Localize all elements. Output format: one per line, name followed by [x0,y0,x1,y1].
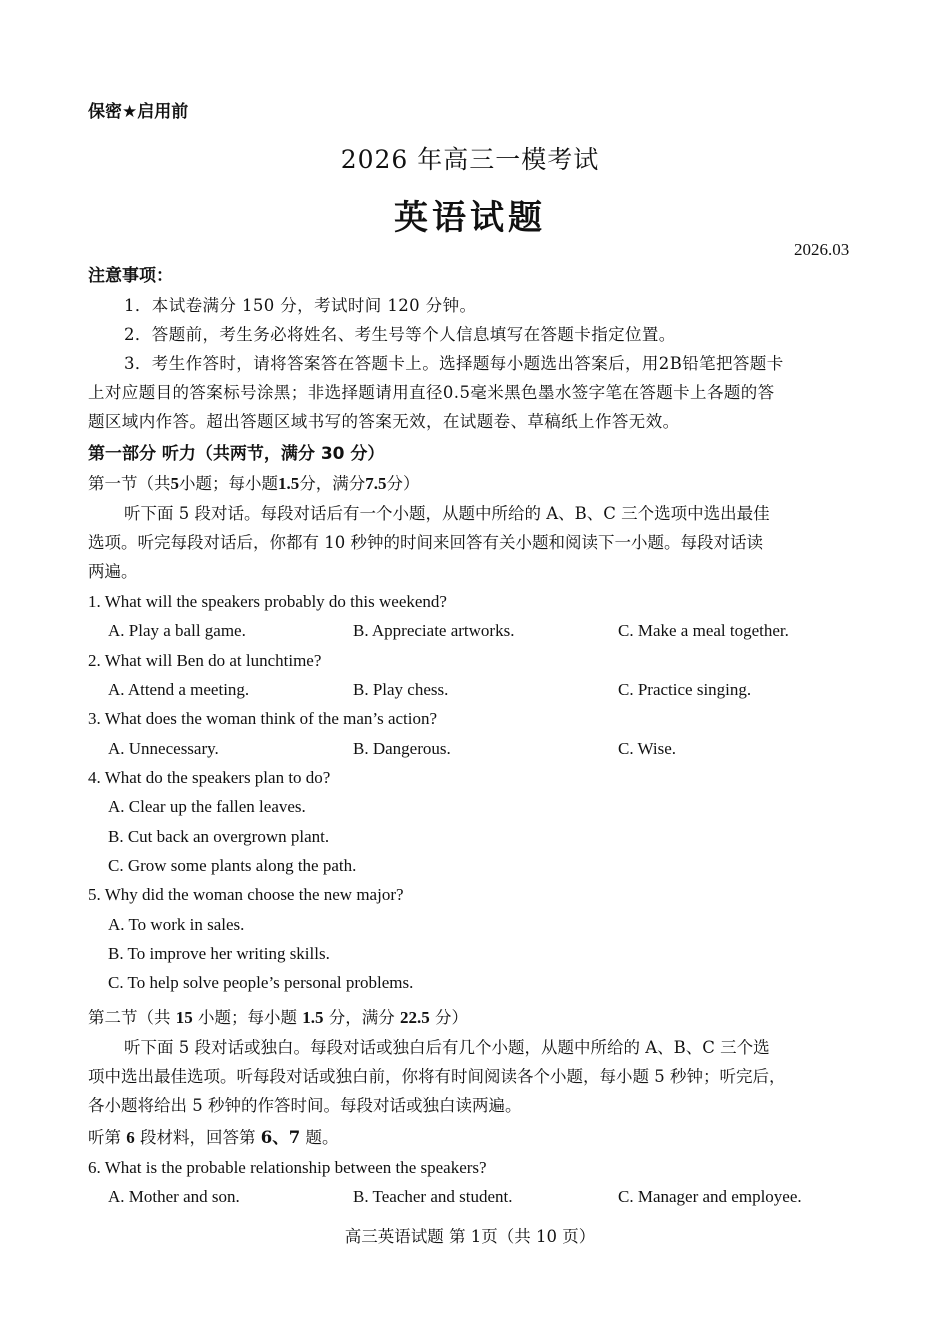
section1-heading-text: 分） [386,474,420,493]
page-footer: 高三英语试题 第 1页（共 10 页） [344,1227,596,1246]
exam-date: 2026.03 [794,240,850,259]
option-b: B. Cut back an overgrown plant. [108,827,330,846]
question-stem: 6. What is the probable relationship between the speakers? [88,1158,487,1177]
option-b: B. Play chess. [353,680,449,699]
section1-total-score: 7.5 [365,474,387,493]
section2-heading-text: 分，满分 [323,1008,400,1027]
section1-instruction-line-3: 两遍。 [88,562,138,581]
option-b: B. Appreciate artworks. [353,621,515,640]
subject-title: 英语试题 [394,198,546,238]
option-a: A. Mother and son. [108,1187,240,1206]
section2-heading-text: 小题；每小题 [192,1008,303,1027]
notice-item-2: 2．答题前，考生务必将姓名、考生号等个人信息填写在答题卡指定位置。 [124,325,676,344]
section2-instruction-line-2: 项中选出最佳选项。听每段对话或独白前，你将有时间阅读各个小题，每小题 5 秒钟；听完后， [88,1067,786,1086]
question-stem: 3. What does the woman think of the man’s action? [88,709,438,728]
section2-total-score: 22.5 [400,1008,430,1027]
material-question-range: 6、7 [260,1128,301,1147]
section2-count: 15 [175,1008,193,1027]
section1-heading-text: 第一节（共 [88,474,171,493]
option-b: B. To improve her writing skills. [108,944,330,963]
section1-heading [88,473,420,495]
option-c: C. Wise. [618,739,677,758]
option-c: C. Make a meal together. [618,621,789,640]
section2-heading [88,1007,468,1029]
material-6-heading [88,1127,338,1149]
question-stem: 2. What will Ben do at lunchtime? [88,651,322,670]
option-c: C. Grow some plants along the path. [108,856,357,875]
question-stem: 5. Why did the woman choose the new major? [88,885,404,904]
confidential-label: 保密★启用前 [88,102,189,122]
section2-heading-text: 第二节（共 [88,1008,176,1027]
part1-heading: 第一部分 听力（共两节，满分 30 分） [88,444,385,464]
option-b: B. Teacher and student. [353,1187,513,1206]
material-heading-text: 题。 [300,1128,339,1147]
section2-heading-text: 分） [429,1008,468,1027]
notice-item-3-line-2: 上对应题目的答案标号涂黑；非选择题请用直径0.5毫米黑色墨水签字笔在答题卡上各题的答 [88,383,775,402]
section1-heading-text: 小题；每小题 [179,474,278,493]
question-stem: 4. What do the speakers plan to do? [88,768,331,787]
question-stem: 1. What will the speakers probably do this weekend? [88,592,447,611]
notice-item-3-line-1: 3．考生作答时，请将答案答在答题卡上。选择题每小题选出答案后，用2B铅笔把答题卡 [124,354,784,373]
section1-instruction-line-2: 选项。听完每段对话后，你都有 10 秒钟的时间来回答有关小题和阅读下一小题。每段对话读 [88,533,763,552]
option-c: C. To help solve people’s personal problems. [108,973,414,992]
notice-item-1: 1．本试卷满分 150 分，考试时间 120 分钟。 [124,296,477,315]
section1-heading-text: 分，满分 [299,474,366,493]
section2-instruction-line-1: 听下面 5 段对话或独白。每段对话或独白后有几个小题，从题中所给的 A、B、C 三个选 [124,1038,770,1057]
material-number: 6 [126,1128,135,1147]
section1-instruction-line-1: 听下面 5 段对话。每段对话后有一个小题，从题中所给的 A、B、C 三个选项中选出最佳 [124,504,770,523]
option-a: A. To work in sales. [108,915,245,934]
option-a: A. Unnecessary. [108,739,219,758]
option-c: C. Manager and employee. [618,1187,802,1206]
section1-per-score: 1.5 [278,474,300,493]
section1-count: 5 [170,474,179,493]
option-a: A. Clear up the fallen leaves. [108,797,306,816]
option-c: C. Practice singing. [618,680,752,699]
section2-instruction-line-3: 各小题将给出 5 秒钟的作答时间。每段对话或独白读两遍。 [88,1096,522,1115]
section2-per-score: 1.5 [302,1008,324,1027]
notice-item-3-line-3: 题区域内作答。超出答题区域书写的答案无效，在试题卷、草稿纸上作答无效。 [88,412,680,431]
exam-title: 2026 年高三一模考试 [340,145,600,174]
option-a: A. Attend a meeting. [108,680,250,699]
option-a: A. Play a ball game. [108,621,246,640]
option-b: B. Dangerous. [353,739,451,758]
material-heading-text: 听第 [88,1128,127,1147]
notice-heading: 注意事项： [88,266,173,286]
material-heading-text: 段材料，回答第 [134,1128,261,1147]
